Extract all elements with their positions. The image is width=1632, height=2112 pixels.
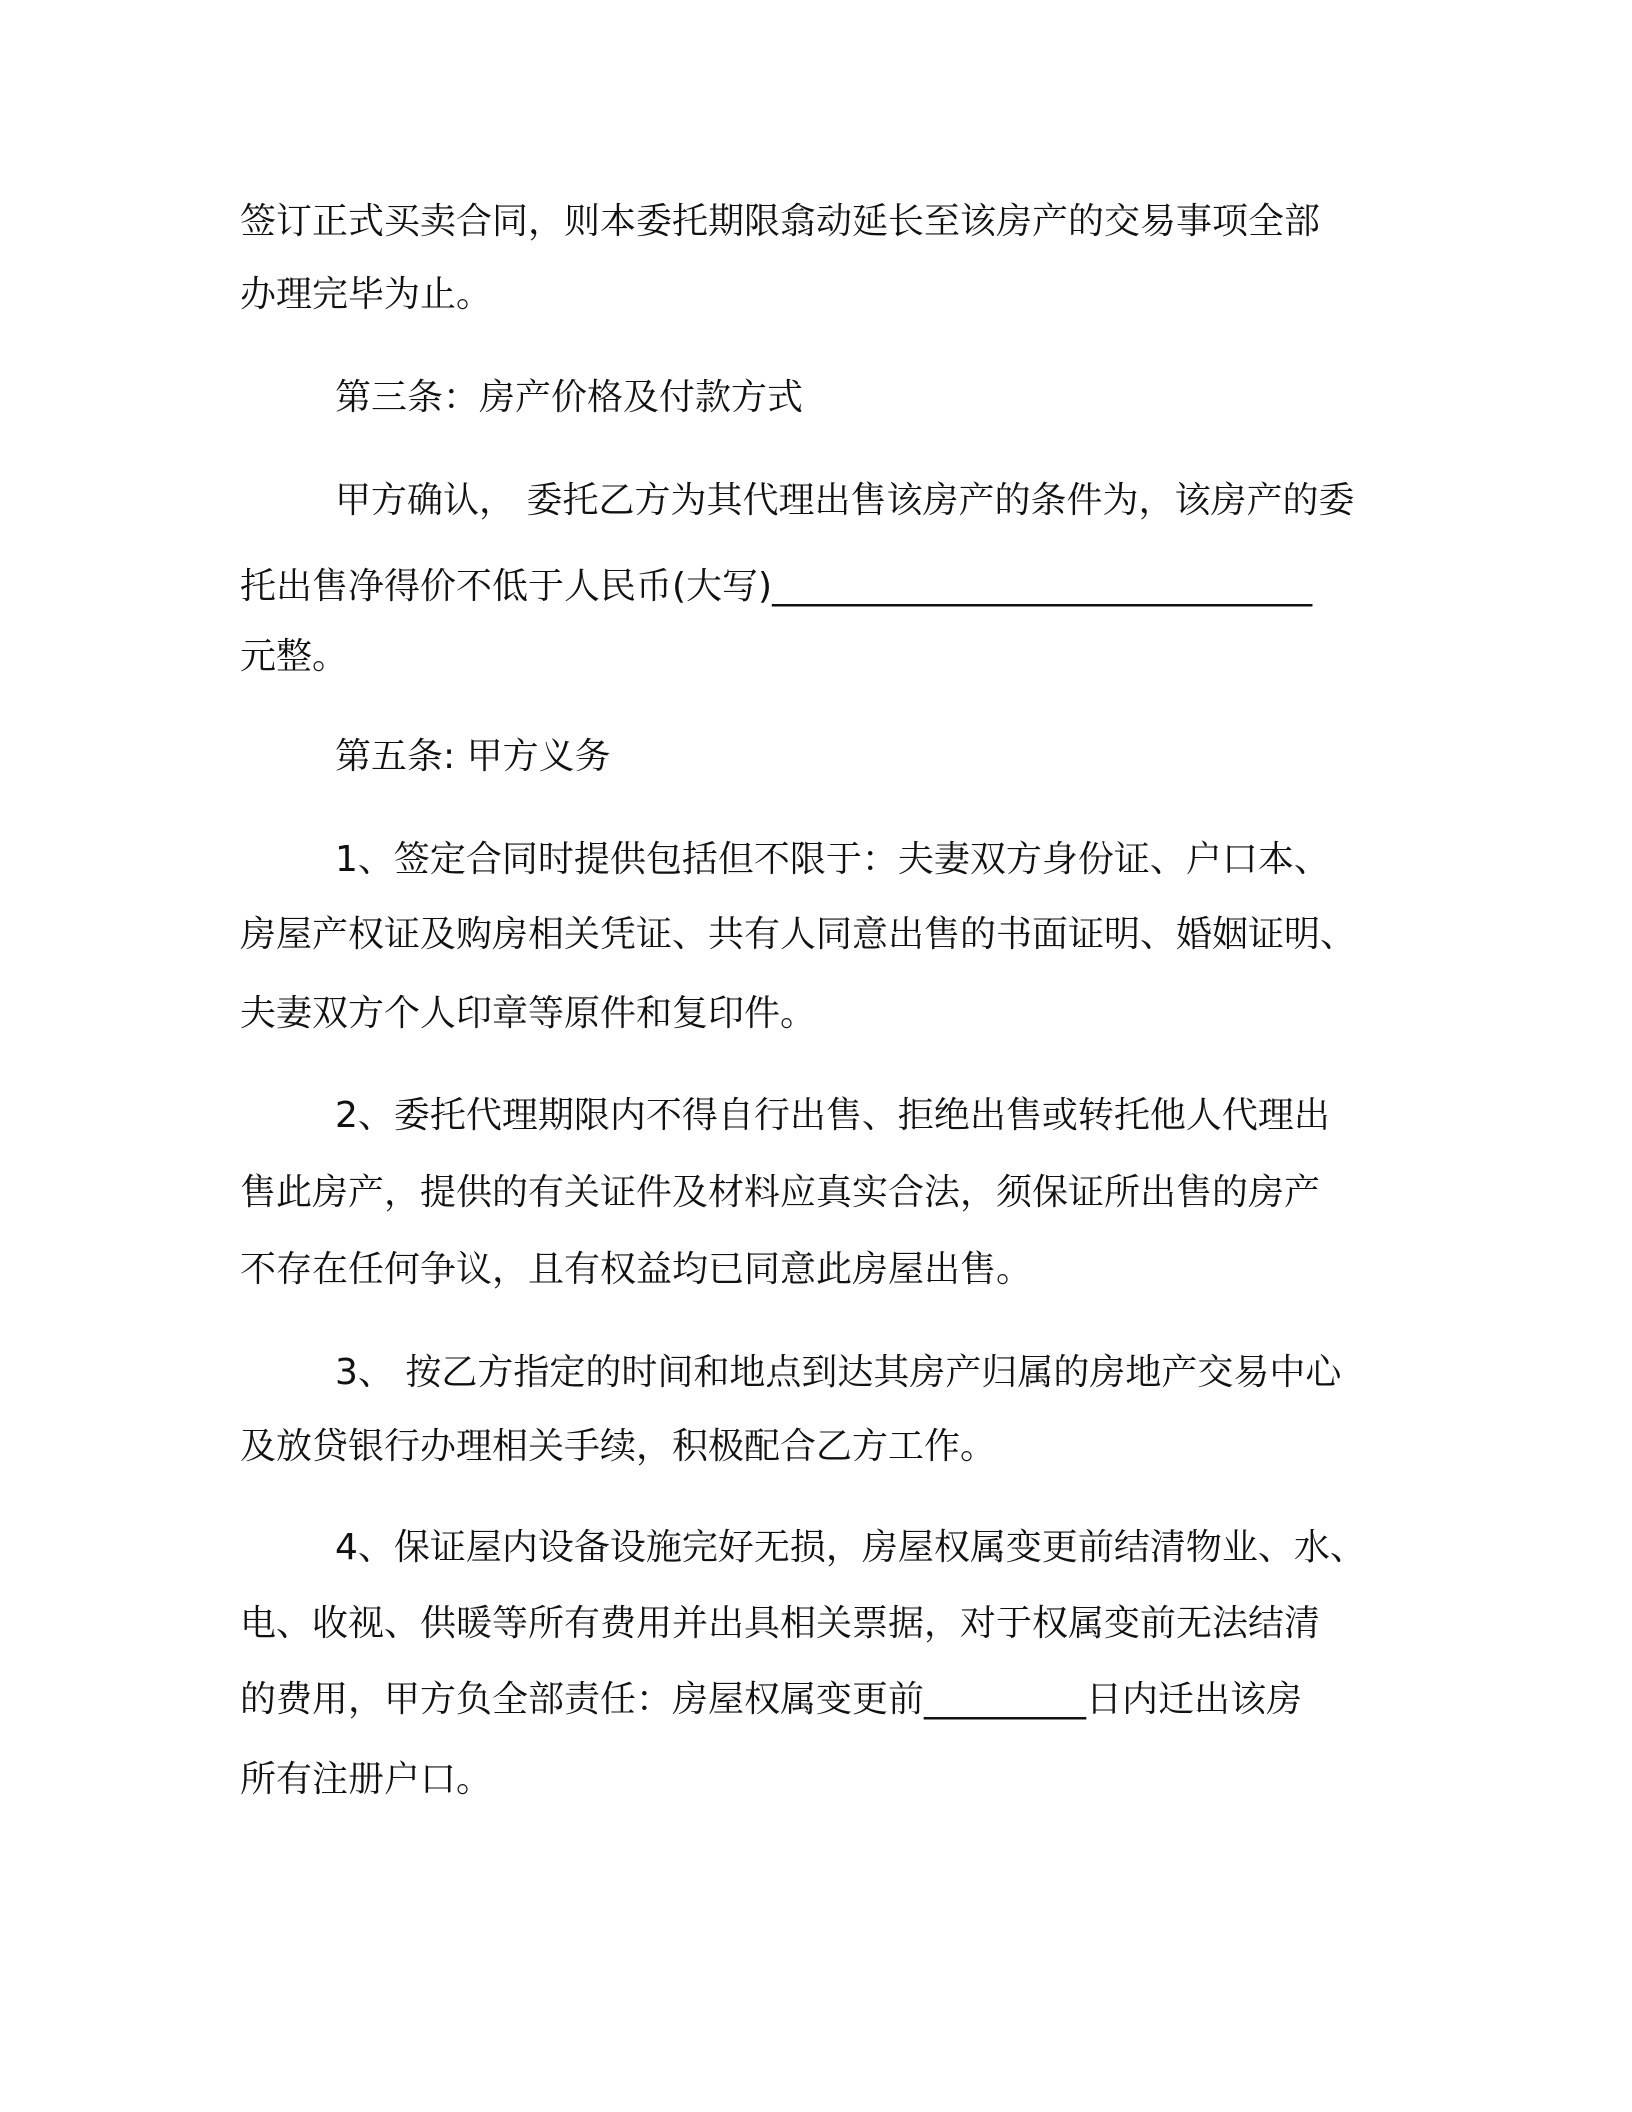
text-line-4: 甲方确认， 委托乙方为其代理出售该房产的条件为，该房产的委 xyxy=(335,480,1355,521)
text-line-15: 及放贷银行办理相关手续，积极配合乙方工作。 xyxy=(240,1426,997,1467)
text-line-13: 不存在任何争议，且有权益均已同意此房屋出售。 xyxy=(240,1249,1033,1290)
text-line-12: 售此房产，提供的有关证件及材料应真实合法，须保证所出售的房产 xyxy=(240,1172,1321,1213)
text-line-2: 办理完毕为止。 xyxy=(240,274,493,315)
text-line-10: 夫妻双方个人印章等原件和复印件。 xyxy=(240,993,817,1034)
text-line-9: 房屋产权证及购房相关凭证、共有人同意出售的书面证明、婚姻证明、 xyxy=(240,914,1357,955)
text-line-1: 签订正式买卖合同，则本委托期限翕动延长至该房产的交易事项全部 xyxy=(240,201,1321,242)
text-line-17: 电、收视、供暖等所有费用并出具相关票据，对于权属变前无法结清 xyxy=(240,1603,1321,1644)
text-line-16: 4、保证屋内设备设施完好无损，房屋权属变更前结清物业、水、 xyxy=(335,1527,1366,1568)
text-line-5: 托出售净得价不低于人民币(大写)______________________________ xyxy=(240,566,1313,607)
text-line-14: 3、 按乙方指定的时间和地点到达其房产归属的房地产交易中心 xyxy=(335,1352,1342,1393)
article-3-heading: 第三条：房产价格及付款方式 xyxy=(335,377,804,418)
text-line-8: 1、签定合同时提供包括但不限于：夫妻双方身份证、户口本、 xyxy=(335,839,1330,880)
text-line-11: 2、委托代理期限内不得自行出售、拒绝出售或转托他人代理出 xyxy=(335,1095,1330,1136)
text-line-19: 所有注册户口。 xyxy=(240,1759,493,1800)
text-line-6: 元整。 xyxy=(240,636,349,677)
article-5-heading: 第五条: 甲方义务 xyxy=(335,736,611,777)
text-line-18: 的费用，甲方负全部责任：房屋权属变更前_________日内迁出该房 xyxy=(240,1679,1303,1720)
